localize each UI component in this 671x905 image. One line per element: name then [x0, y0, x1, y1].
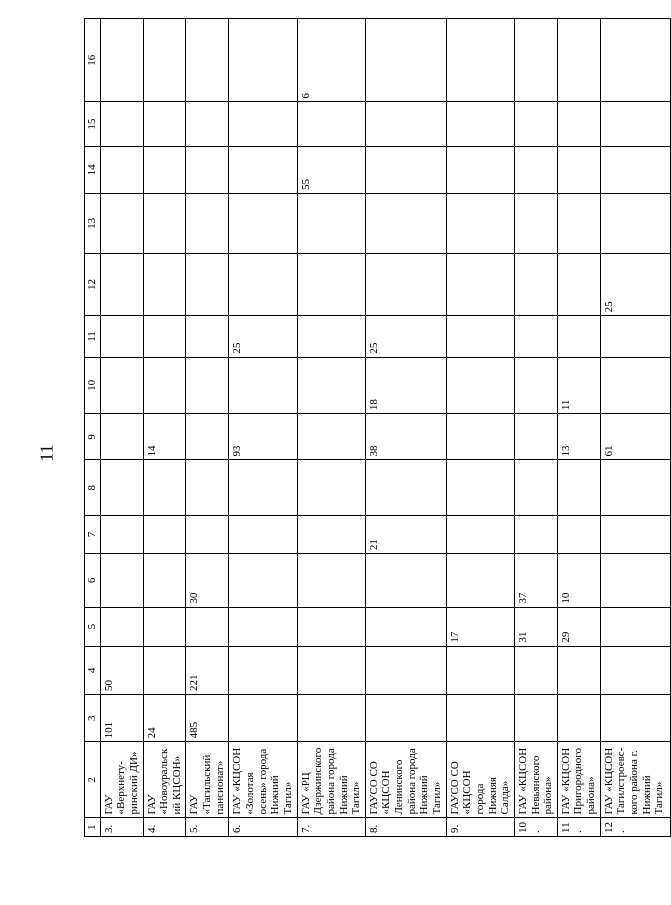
cell-c9: 13: [557, 414, 600, 460]
cell-c15: [143, 102, 186, 146]
row-number: 5.: [186, 818, 229, 837]
cell-c14: 55: [297, 146, 365, 193]
cell-c11: [186, 316, 229, 357]
cell-c10: 18: [365, 357, 446, 414]
institution-name: ГАУ «КЦСОН Пригородного района»: [557, 742, 600, 818]
cell-c15: [100, 102, 143, 146]
cell-c11: [600, 316, 670, 357]
cell-c12: [446, 253, 514, 316]
cell-c6: [600, 554, 670, 608]
cell-c12: [365, 253, 446, 316]
cell-c8: [143, 460, 186, 516]
cell-c3: [446, 695, 514, 742]
cell-c4: [229, 646, 297, 694]
cell-c5: [600, 607, 670, 646]
cell-c16: [100, 19, 143, 102]
cell-c3: [557, 695, 600, 742]
table-container: [84, 18, 666, 837]
cell-c11: 25: [229, 316, 297, 357]
cell-c16: [600, 19, 670, 102]
cell-c15: [365, 102, 446, 146]
cell-c10: [143, 357, 186, 414]
cell-c14: [143, 146, 186, 193]
cell-c6: [446, 554, 514, 608]
cell-c4: 50: [100, 646, 143, 694]
cell-c16: 6: [297, 19, 365, 102]
cell-c12: [557, 253, 600, 316]
cell-c10: [100, 357, 143, 414]
cell-c11: [557, 316, 600, 357]
cell-c6: [297, 554, 365, 608]
column-number-9: 9: [85, 414, 101, 460]
cell-c9: [297, 414, 365, 460]
cell-c5: 29: [557, 607, 600, 646]
cell-c6: [365, 554, 446, 608]
cell-c5: 17: [446, 607, 514, 646]
cell-c8: [557, 460, 600, 516]
institution-name: ГАУСО СО «КЦСОН города Нижняя Салда»: [446, 742, 514, 818]
cell-c12: [100, 253, 143, 316]
cell-c14: [229, 146, 297, 193]
row-number: 12.: [600, 818, 670, 837]
table-row: [557, 19, 600, 837]
cell-c3: [600, 695, 670, 742]
row-number: 3.: [100, 818, 143, 837]
institution-name: ГАУ «КЦСОН Тагилстроевс-кого района г. Нижний Тагил»: [600, 742, 670, 818]
cell-c4: [600, 646, 670, 694]
cell-c7: [186, 516, 229, 554]
cell-c8: [297, 460, 365, 516]
cell-c8: [365, 460, 446, 516]
table-row: [600, 19, 670, 837]
row-number: 4.: [143, 818, 186, 837]
row-number: 10.: [514, 818, 557, 837]
cell-c13: [143, 194, 186, 254]
cell-c15: [514, 102, 557, 146]
cell-c11: 25: [365, 316, 446, 357]
cell-c16: [186, 19, 229, 102]
cell-c10: 11: [557, 357, 600, 414]
column-number-1: 1: [85, 818, 101, 837]
cell-c10: [297, 357, 365, 414]
cell-c4: 221: [186, 646, 229, 694]
cell-c13: [186, 194, 229, 254]
cell-c8: [514, 460, 557, 516]
cell-c14: [600, 146, 670, 193]
column-number-row: [85, 19, 101, 837]
institution-name: ГАУ «КЦСОН Невьянского района»: [514, 742, 557, 818]
cell-c14: [100, 146, 143, 193]
column-number-4: 4: [85, 646, 101, 694]
cell-c11: [297, 316, 365, 357]
cell-c8: [100, 460, 143, 516]
cell-c9: 38: [365, 414, 446, 460]
cell-c14: [514, 146, 557, 193]
cell-c15: [557, 102, 600, 146]
column-number-16: 16: [85, 19, 101, 102]
cell-c4: [514, 646, 557, 694]
table-row: [186, 19, 229, 837]
column-number-15: 15: [85, 102, 101, 146]
cell-c16: [446, 19, 514, 102]
cell-c14: [557, 146, 600, 193]
cell-c10: [446, 357, 514, 414]
cell-c5: [297, 607, 365, 646]
column-number-2: 2: [85, 742, 101, 818]
institution-name: ГАУСО СО «КЦСОН Ленинского района города Нижний Тагил»: [365, 742, 446, 818]
cell-c11: [514, 316, 557, 357]
cell-c8: [446, 460, 514, 516]
cell-c15: [229, 102, 297, 146]
cell-c5: [143, 607, 186, 646]
cell-c10: [514, 357, 557, 414]
cell-c13: [557, 194, 600, 254]
cell-c12: [297, 253, 365, 316]
table-row: [297, 19, 365, 837]
row-number: 8.: [365, 818, 446, 837]
cell-c14: [446, 146, 514, 193]
cell-c3: 24: [143, 695, 186, 742]
cell-c14: [365, 146, 446, 193]
data-table: [84, 18, 671, 837]
cell-c6: [100, 554, 143, 608]
institution-name: ГАУ «Верхнету-ринский ДИ»: [100, 742, 143, 818]
row-number: 6.: [229, 818, 297, 837]
cell-c10: [186, 357, 229, 414]
cell-c4: [557, 646, 600, 694]
row-number: 7.: [297, 818, 365, 837]
cell-c16: [514, 19, 557, 102]
cell-c9: 93: [229, 414, 297, 460]
cell-c13: [514, 194, 557, 254]
cell-c3: [365, 695, 446, 742]
table-row: [143, 19, 186, 837]
cell-c7: [100, 516, 143, 554]
cell-c8: [600, 460, 670, 516]
cell-c16: [143, 19, 186, 102]
cell-c12: [514, 253, 557, 316]
cell-c9: 14: [143, 414, 186, 460]
cell-c15: [186, 102, 229, 146]
cell-c7: 21: [365, 516, 446, 554]
institution-name: ГАУ «КЦСОН «Золотая осень» города Нижний Тагил»: [229, 742, 297, 818]
cell-c10: [229, 357, 297, 414]
cell-c5: 31: [514, 607, 557, 646]
cell-c13: [229, 194, 297, 254]
cell-c16: [365, 19, 446, 102]
institution-name: ГАУ «Новоуральский КЦСОН»: [143, 742, 186, 818]
table-row: [446, 19, 514, 837]
column-number-3: 3: [85, 695, 101, 742]
cell-c7: [446, 516, 514, 554]
cell-c11: [446, 316, 514, 357]
column-number-8: 8: [85, 460, 101, 516]
cell-c13: [100, 194, 143, 254]
cell-c7: [229, 516, 297, 554]
cell-c15: [446, 102, 514, 146]
row-number: 11.: [557, 818, 600, 837]
cell-c7: [557, 516, 600, 554]
cell-c6: [229, 554, 297, 608]
table-row: [100, 19, 143, 837]
column-number-7: 7: [85, 516, 101, 554]
cell-c13: [446, 194, 514, 254]
column-number-6: 6: [85, 554, 101, 608]
table-row: [229, 19, 297, 837]
cell-c9: [100, 414, 143, 460]
cell-c13: [600, 194, 670, 254]
cell-c8: [186, 460, 229, 516]
column-number-13: 13: [85, 194, 101, 254]
cell-c13: [297, 194, 365, 254]
cell-c12: 25: [600, 253, 670, 316]
column-number-11: 11: [85, 316, 101, 357]
cell-c7: [297, 516, 365, 554]
cell-c9: [446, 414, 514, 460]
cell-c3: 485: [186, 695, 229, 742]
institution-name: ГАУ «РЦ Дзержинского района города Нижний Тагил»: [297, 742, 365, 818]
cell-c11: [143, 316, 186, 357]
cell-c14: [186, 146, 229, 193]
cell-c15: [297, 102, 365, 146]
cell-c3: [514, 695, 557, 742]
table-row: [514, 19, 557, 837]
cell-c5: [186, 607, 229, 646]
column-number-5: 5: [85, 607, 101, 646]
cell-c12: [229, 253, 297, 316]
column-number-12: 12: [85, 253, 101, 316]
cell-c9: [186, 414, 229, 460]
cell-c5: [100, 607, 143, 646]
cell-c12: [143, 253, 186, 316]
column-number-10: 10: [85, 357, 101, 414]
cell-c3: [229, 695, 297, 742]
cell-c7: [143, 516, 186, 554]
cell-c3: [297, 695, 365, 742]
row-number: 9.: [446, 818, 514, 837]
cell-c3: 101: [100, 695, 143, 742]
cell-c9: 61: [600, 414, 670, 460]
cell-c6: 10: [557, 554, 600, 608]
cell-c16: [229, 19, 297, 102]
cell-c5: [365, 607, 446, 646]
table-body: [100, 19, 670, 837]
cell-c4: [297, 646, 365, 694]
cell-c7: [514, 516, 557, 554]
cell-c12: [186, 253, 229, 316]
cell-c15: [600, 102, 670, 146]
cell-c4: [446, 646, 514, 694]
cell-c9: [514, 414, 557, 460]
cell-c11: [100, 316, 143, 357]
page-number: 11: [36, 444, 57, 462]
cell-c5: [229, 607, 297, 646]
cell-c13: [365, 194, 446, 254]
cell-c4: [365, 646, 446, 694]
cell-c6: 30: [186, 554, 229, 608]
institution-name: ГАУ «Тагильский пансионат»: [186, 742, 229, 818]
cell-c8: [229, 460, 297, 516]
table-row: [365, 19, 446, 837]
cell-c6: [143, 554, 186, 608]
cell-c10: [600, 357, 670, 414]
cell-c16: [557, 19, 600, 102]
cell-c4: [143, 646, 186, 694]
column-number-14: 14: [85, 146, 101, 193]
cell-c7: [600, 516, 670, 554]
cell-c6: 37: [514, 554, 557, 608]
